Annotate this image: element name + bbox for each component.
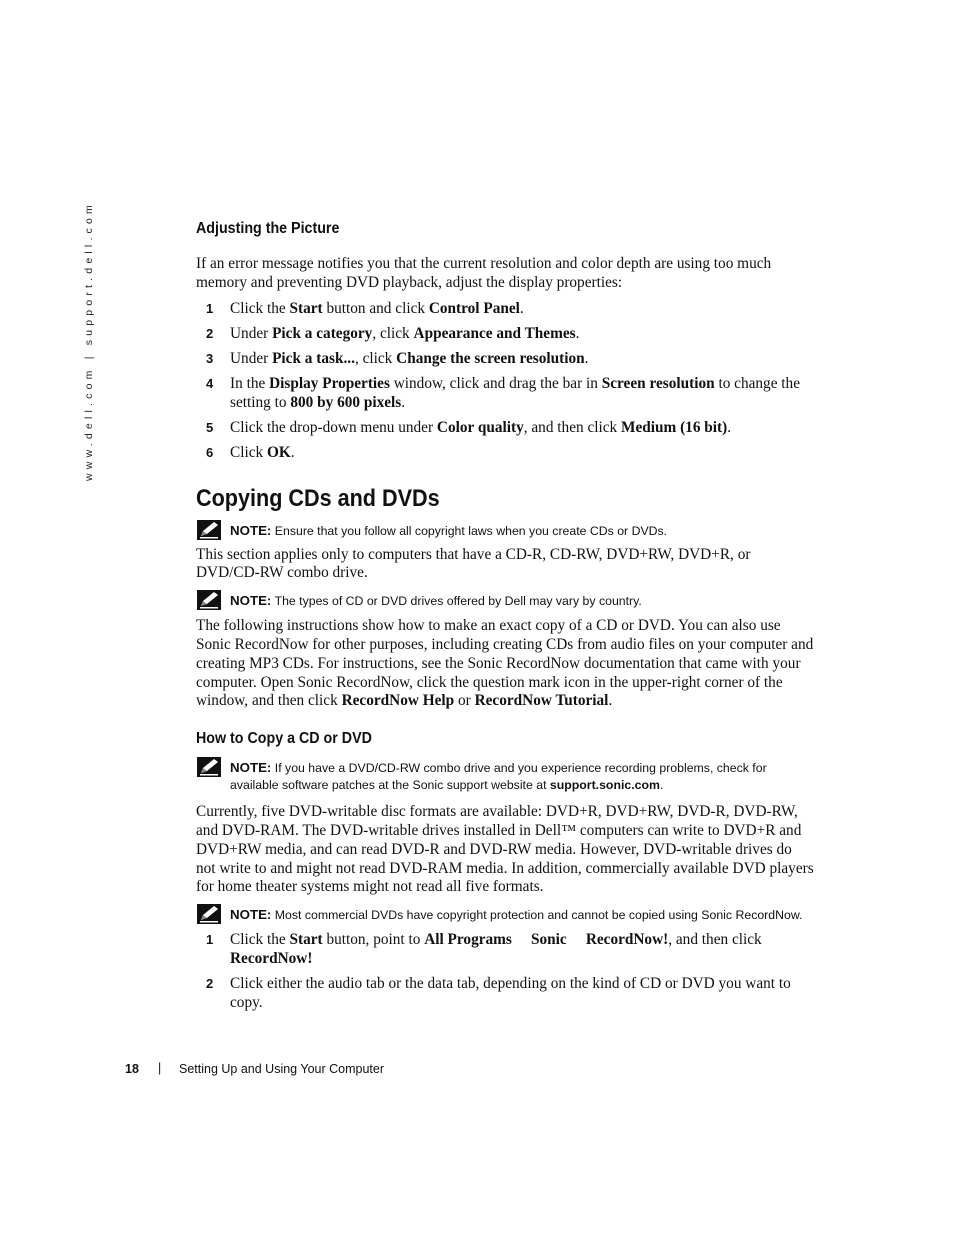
pencil-note-icon: [197, 590, 221, 610]
note-copyright-laws: NOTE: Ensure that you follow all copyright laws when you create CDs or DVDs.: [196, 522, 814, 540]
step-4: 4 In the Display Properties window, click and drag the bar in Screen resolution to change the setting to 800 by 600 pixels.: [206, 374, 800, 411]
heading-how-to-copy: How to Copy a CD or DVD: [196, 730, 372, 748]
pencil-note-icon: [197, 520, 221, 540]
step-1: 1 Click the Start button and click Control Panel.: [206, 299, 524, 317]
dvd-formats: Currently, five DVD-writable disc formats are available: DVD+R, DVD+RW, DVD-R, DVD-RW, and DVD-RAM. The DVD-writable drives installed in Dell™ computers can write to DVD+R and DVD+RW media, and can read DVD-R and DVD-RW media. However, DVD-writable drives do not write to and might not read DVD-RAM media. In addition, commercially available DVD players for home theater systems might not read all five formats.: [196, 803, 814, 896]
page-content: [196, 218, 814, 1012]
note-copy-protection: NOTE: Most commercial DVDs have copyright protection and cannot be copied using Sonic RecordNow.: [196, 906, 814, 924]
adjusting-steps: [196, 299, 814, 462]
step-5: 5 Click the drop-down menu under Color quality, and then click Medium (16 bit).: [206, 418, 732, 436]
step-2: 2 Under Pick a category, click Appearance and Themes.: [206, 324, 580, 342]
copy-steps: [196, 930, 814, 1012]
copy-step-1: 1 Click the Start button, point to All Programs Sonic RecordNow!, and then click RecordNow!: [206, 931, 762, 968]
step-6: 6 Click OK.: [206, 443, 295, 461]
sidebar-url: www.dell.com | support.dell.com: [83, 201, 96, 481]
pencil-note-icon: [197, 757, 221, 777]
pencil-note-icon: [197, 904, 221, 924]
page-number: 18: [125, 1062, 139, 1076]
footer-separator: |: [158, 1061, 162, 1075]
note-combo-drive: NOTE: If you have a DVD/CD-RW combo drive and you experience recording problems, check for available software patches at the Sonic support website at support.sonic.com.: [196, 759, 814, 794]
note-drive-types: NOTE: The types of CD or DVD drives offered by Dell may vary by country.: [196, 592, 814, 610]
copy-step-2: 2 Click either the audio tab or the data tab, depending on the kind of CD or DVD you want to copy.: [206, 975, 791, 1012]
copying-instructions: The following instructions show how to make an exact copy of a CD or DVD. You can also use Sonic RecordNow for other purposes, including creating CDs from audio files on your computer and creating MP3 CDs. For instructions, see the Sonic RecordNow documentation that came with your computer. Open Sonic RecordNow, click the question mark icon in the upper-right corner of the window, and then click RecordNow Help or RecordNow Tutorial.: [196, 617, 814, 710]
footer-section-title: Setting Up and Using Your Computer: [179, 1062, 384, 1076]
heading-copying-cds-dvds: Copying CDs and DVDs: [196, 484, 440, 512]
step-3: 3 Under Pick a task..., click Change the screen resolution.: [206, 349, 589, 367]
heading-adjusting-picture: Adjusting the Picture: [196, 220, 340, 237]
copying-applies: This section applies only to computers that have a CD-R, CD-RW, DVD+RW, DVD+R, or DVD/CD-RW combo drive.: [196, 545, 751, 582]
adjusting-intro: If an error message notifies you that the current resolution and color depth are using too much memory and preventing DVD playback, adjust the display properties:: [196, 255, 772, 291]
